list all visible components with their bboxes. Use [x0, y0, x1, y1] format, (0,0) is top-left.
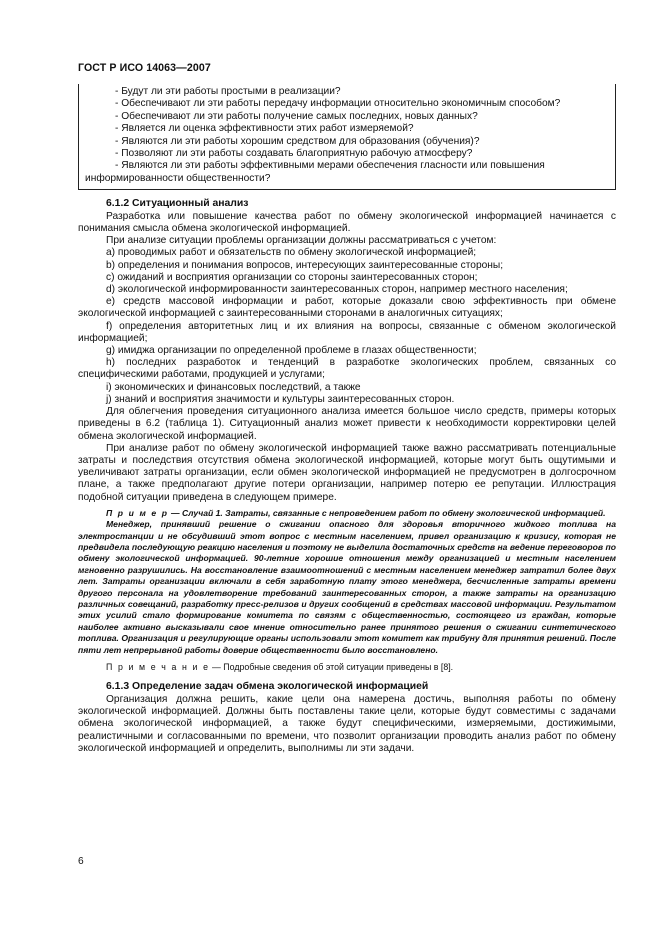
list-item: i) экономических и финансовых последствий, а также [106, 381, 361, 393]
paragraph: При анализе работ по обмену экологической информацией также важно рассматривать потенциальные затраты и последствия отсутствия обмена экологической информацией, которые могут быть ощутимыми и увеличивают затраты организации, если обмен экологической информацией не предусмотрен в долгосрочном плане, а также предполагают другие потери организации, например потерю ее репутации. Иллюстрация подобной ситуации приведена в следующем примере. [78, 442, 616, 503]
question-box [78, 84, 616, 190]
note [78, 662, 616, 673]
page-number: 6 [78, 856, 84, 867]
example-heading [78, 508, 616, 519]
list-item: g) имиджа организации по определенной проблеме в глазах общественности; [106, 345, 477, 357]
list-item: а) проводимых работ и обязательств по обмену экологической информацией; [106, 247, 477, 259]
paragraph: Организация должна решить, какие цели она намерена достичь, выполняя работы по обмену экологической информацией. Должны быть поставлены такие цели, которые будут совместимы с задачами обмена экологической информацией, а также будут специфическими, измеряемыми, достижимыми, реалистичными и согласованными по времени, что позволит организации проводить анализ работ по обмену экологической информацией и определить, выполнимы ли эти задачи. [78, 694, 616, 754]
box-item: - Являются ли эти работы эффективными мерами обеспечения гласности или повышения [115, 160, 545, 172]
note-text: — Подробные сведения об этой ситуации приведены в [8]. [209, 662, 454, 672]
list-item: h) последних разработок и тенденций в разработке экологических проблем, связанных со специфическими работами, продукцией и услугами; [78, 357, 616, 381]
box-item: - Позволяют ли эти работы создавать благоприятную рабочую атмосферу? [115, 148, 473, 160]
section-heading-6-1-2: 6.1.2 Ситуационный анализ [106, 198, 249, 210]
example-body: Менеджер, принявший решение о сжигании опасного для здоровья вторичного жидкого топлива на электростанции и не обсудивший этот вопрос с местным населением, привел организацию к кризису, которая не предвидела последующую реакцию населения и поэтому не выделила достаточных средств на ведение переговоров по обмену экологической информацией. 90-летние хорошие отношения между организацией и местным населением мгновенно разрушились. На восстановление взаимоотношений с местным населением менеджер затратил более двух лет. Затраты организации включали в себя заработную плату этого менеджера, бесчисленные затраты времени другого персонала на удовлетворение требований заинтересованных сторон, а также затраты на организацию различных совещаний, разработку пресс-релизов и других сообщений в средствах массовой информации. Результатом этих усилий стало формирование комитета по связям с общественностью, состоящего из граждан, которые наиболее активно высказывали свое мнение относительно ранее принятого решения о сжигании синтетического топлива. Организация и регулирующие органы использовали этот комитет как трибуну для принятия решений. После пяти лет непрерывной работы доверие общественности было восстановлено. [78, 519, 616, 655]
paragraph: При анализе ситуации проблемы организации должны рассматриваться с учетом: [106, 235, 497, 247]
box-item: - Будут ли эти работы простыми в реализации? [115, 86, 341, 97]
list-item: j) знаний и восприятия значимости и культуры заинтересованных сторон. [106, 393, 455, 405]
example-title: — Случай 1. Затраты, связанные с непроведением работ по обмену экологической информацией. [168, 507, 606, 518]
list-item: b) определения и понимания вопросов, интересующих заинтересованные стороны; [106, 259, 504, 271]
section-heading-6-1-3: 6.1.3 Определение задач обмена экологической информацией [106, 681, 429, 693]
box-item: - Обеспечивают ли эти работы передачу информации относительно экономичным способом? [115, 98, 561, 110]
list-item: е) средств массовой информации и работ, которые доказали свою эффективность при обмене экологической информацией с заинтересованными сторонами в аналогичных ситуациях; [78, 296, 616, 320]
list-item: d) экологической информированности заинтересованных сторон, например местного населения; [106, 284, 568, 296]
paragraph: Для облегчения проведения ситуационного анализа имеется большое число средств, примеры которых приведены в 6.2 (таблица 1). Ситуационный анализ может привести к необходимости корректировки целей обмена экологической информацией. [78, 406, 616, 442]
box-item: - Обеспечивают ли эти работы получение самых последних, новых данных? [115, 110, 478, 122]
document-page [78, 62, 616, 755]
list-item: f) определения авторитетных лиц и их влияния на вопросы, связанные с обменом экологической информацией; [78, 320, 616, 344]
note-label: П р и м е ч а н и е [106, 662, 210, 672]
list-item: с) ожиданий и восприятия организации со стороны заинтересованных сторон; [106, 271, 478, 283]
document-header: ГОСТ Р ИСО 14063—2007 [78, 62, 211, 74]
box-item: - Являются ли эти работы хорошим средством для образования (обучения)? [115, 135, 480, 147]
paragraph: Разработка или повышение качества работ по обмену экологической информацией начинается с понимания смысла обмена экологической информацией. [78, 210, 616, 235]
box-item-continuation: информированности общественности? [85, 172, 271, 184]
example-label: П р и м е р [106, 507, 169, 518]
box-item: - Является ли оценка эффективности этих работ измеряемой? [115, 123, 414, 135]
